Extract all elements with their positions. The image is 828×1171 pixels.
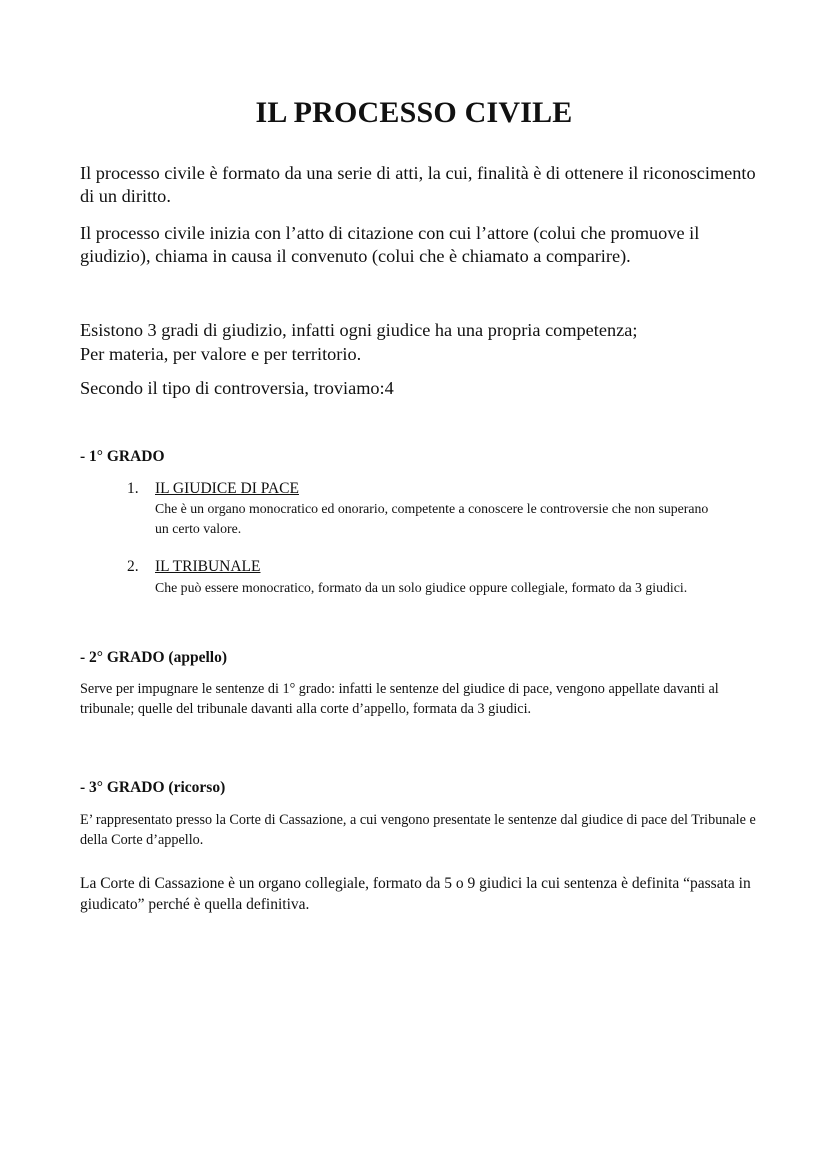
list-item-number: 2. xyxy=(127,558,139,575)
gradi-intro-line-1: Esistono 3 gradi di giudizio, infatti ogni giudice ha una propria competenza; xyxy=(80,320,638,340)
intro-paragraph-2: Il processo civile inizia con l’atto di citazione con cui l’attore (colui che promuove il giudizio), chiama in causa il convenuto (colui che è chiamato a comparire). xyxy=(80,223,700,266)
intro-paragraph-1: Il processo civile è formato da una serie di atti, la cui, finalità è di ottenere il riconoscimento di un diritto. xyxy=(80,163,756,206)
gradi-intro-line-2: Per materia, per valore e per territorio. xyxy=(80,344,362,364)
list-item-desc-tribunale: Che può essere monocratico, formato da un solo giudice oppure collegiale, formato da 3 giudici. xyxy=(155,580,688,595)
grado3-text: E’ rappresentato presso la Corte di Cassazione, a cui vengono presentate le sentenze dal giudice di pace del Tribunale e della Corte d’appello. xyxy=(80,812,756,848)
list-item-title-giudice-di-pace: IL GIUDICE DI PACE xyxy=(155,480,299,497)
list-item-title-tribunale: IL TRIBUNALE xyxy=(155,558,261,575)
gradi-intro-line-3: Secondo il tipo di controversia, troviamo:4 xyxy=(80,378,394,398)
grado2-heading: - 2° GRADO (appello) xyxy=(80,649,227,666)
grado3-heading: - 3° GRADO (ricorso) xyxy=(80,779,226,796)
cassazione-paragraph: La Corte di Cassazione è un organo collegiale, formato da 5 o 9 giudici la cui sentenza è definita “passata in giudicato” perché è quella definitiva. xyxy=(80,875,751,913)
grado2-text: Serve per impugnare le sentenze di 1° grado: infatti le sentenze del giudice di pace, vengono appellate davanti al tribunale; quelle del tribunale davanti alla corte d’appello, formata da 3 giudici. xyxy=(80,681,719,717)
page-title: IL PROCESSO CIVILE xyxy=(255,96,573,129)
list-item-desc-giudice-di-pace: Che è un organo monocratico ed onorario, competente a conoscere le controversie che non superano un certo valore. xyxy=(155,501,709,536)
grado1-heading: - 1° GRADO xyxy=(80,448,165,465)
list-item-number: 1. xyxy=(127,480,139,497)
